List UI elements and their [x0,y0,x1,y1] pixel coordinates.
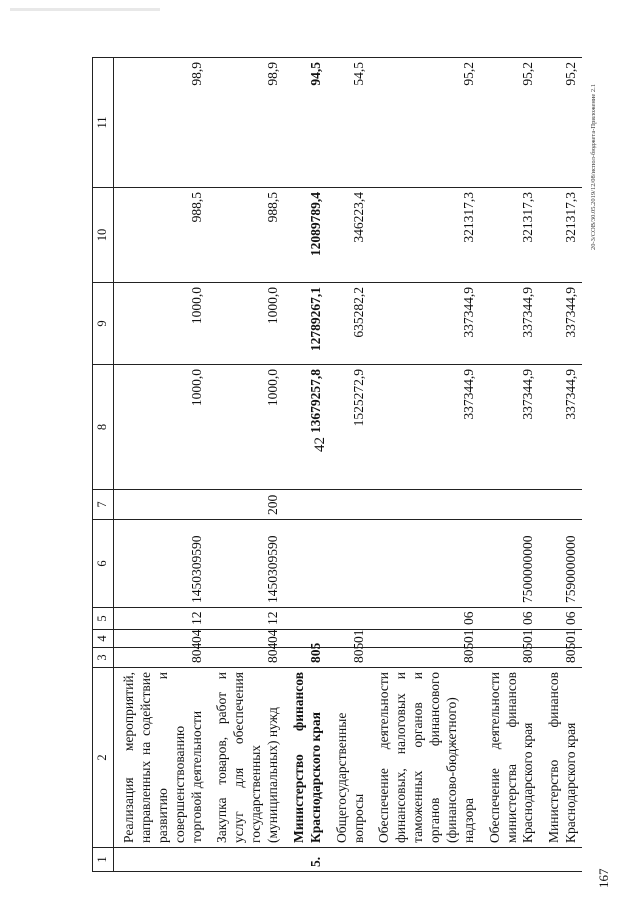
col-header: 2 [93,668,114,848]
table-cell-c5: 12 [207,608,284,630]
table-cell-c6: 1450309590 [207,520,284,608]
table-cell-c2: Реализация мероприятий, направленных на содействие развитию и совершенствованию торговой деятельности [114,668,208,848]
table-cell-c11: 98,9 [114,58,208,188]
table-cell-c7 [284,490,327,520]
col-header: 4 [93,630,114,648]
table-cell-c4: 04 [207,630,284,648]
table-cell-c3: 805 [369,648,479,668]
table-cell-c2: Министерство финансов Краснодарского края [539,668,582,848]
table-cell-c5 [284,608,327,630]
table-row [480,58,540,872]
table-cell-c1 [327,848,370,872]
table-cell-c7 [480,490,540,520]
budget-table [92,57,582,872]
table-cell-c7 [539,490,582,520]
table-cell-c3: 805 [327,648,370,668]
table-cell-c8: 1000,0 [207,365,284,490]
table-cell-c10: 988,5 [114,188,208,283]
table-cell-c11: 95,2 [480,58,540,188]
col-header: 6 [93,520,114,608]
table-cell-c7 [114,490,208,520]
table-cell-c9: 337344,9 [539,283,582,365]
table-cell-c4: 04 [114,630,208,648]
table-cell-c2: Обеспечение деятельности министерства финансов Краснодарского края [480,668,540,848]
table-cell-c5: 06 [369,608,479,630]
table-row [114,58,208,872]
table-cell-c9: 12789267,1 [284,283,327,365]
table-row [284,58,327,872]
table-cell-c6 [327,520,370,608]
table-cell-c1 [539,848,582,872]
table-cell-c2: Министерство финансов Краснодарского края [284,668,327,848]
table-cell-c7: 200 [207,490,284,520]
table-cell-c1 [114,848,208,872]
table-cell-c9: 337344,9 [480,283,540,365]
table-cell-c1: 5. [284,848,327,872]
table-cell-c4: 01 [539,630,582,648]
col-header: 3 [93,648,114,668]
budget-table-container [92,58,579,872]
table-row [207,58,284,872]
table-cell-c8: 13679257,8 [284,365,327,490]
col-header: 7 [93,490,114,520]
table-cell-c5: 06 [539,608,582,630]
table-cell-c4: 01 [369,630,479,648]
table-cell-c11: 95,2 [539,58,582,188]
table-row [369,58,479,872]
corner-number: 167 [596,868,611,888]
table-cell-c10: 321317,3 [480,188,540,283]
table-cell-c4: 01 [327,630,370,648]
table-cell-c5: 12 [114,608,208,630]
table-cell-c11: 54,5 [327,58,370,188]
table-cell-c6 [369,520,479,608]
table-cell-c2: Закупка товаров, работ и услуг для обеспечения государственных (муниципальных) нужд [207,668,284,848]
table-cell-c10: 321317,3 [369,188,479,283]
table-cell-c3: 805 [480,648,540,668]
table-cell-c2: Общегосударственные вопросы [327,668,370,848]
table-cell-c10: 988,5 [207,188,284,283]
table-cell-c6: 7500000000 [480,520,540,608]
col-header: 11 [93,58,114,188]
col-header: 9 [93,283,114,365]
table-cell-c5: 06 [480,608,540,630]
footer-note: 20-3/СОВ/30.05.2019/12/08/испол-бюджета-Приложение 2.1 [590,83,597,250]
table-cell-c1 [207,848,284,872]
table-cell-c7 [327,490,370,520]
table-body [114,58,583,872]
table-cell-c3: 804 [114,648,208,668]
table-cell-c3: 805 [284,648,327,668]
table-cell-c7 [369,490,479,520]
table-cell-c8: 337344,9 [539,365,582,490]
table-cell-c1 [369,848,479,872]
col-header: 8 [93,365,114,490]
table-cell-c9: 1000,0 [114,283,208,365]
table-cell-c8: 1000,0 [114,365,208,490]
table-cell-c8: 1525272,9 [327,365,370,490]
table-cell-c3: 805 [539,648,582,668]
table-row [539,58,582,872]
table-cell-c11: 94,5 [284,58,327,188]
table-cell-c11: 95,2 [369,58,479,188]
table-cell-c4: 01 [480,630,540,648]
table-cell-c9: 635282,2 [327,283,370,365]
page-number: 42 [312,437,328,452]
table-cell-c1 [480,848,540,872]
table-cell-c6: 7590000000 [539,520,582,608]
table-cell-c9: 337344,9 [369,283,479,365]
table-cell-c10: 321317,3 [539,188,582,283]
table-row [327,58,370,872]
table-cell-c5 [327,608,370,630]
table-cell-c8: 337344,9 [480,365,540,490]
col-header: 1 [93,848,114,872]
table-cell-c11: 98,9 [207,58,284,188]
col-header: 10 [93,188,114,283]
table-cell-c10: 346223,4 [327,188,370,283]
table-cell-c3: 804 [207,648,284,668]
table-cell-c9: 1000,0 [207,283,284,365]
table-cell-c6 [284,520,327,608]
table-cell-c8: 337344,9 [369,365,479,490]
table-cell-c6: 1450309590 [114,520,208,608]
scan-artifact [10,8,160,11]
column-number-row [93,58,114,872]
table-cell-c2: Обеспечение деятельности финансовых, налоговых и таможенных органов и органов финансового (финансово-бюджетного) надзора [369,668,479,848]
col-header: 5 [93,608,114,630]
table-cell-c10: 12089789,4 [284,188,327,283]
